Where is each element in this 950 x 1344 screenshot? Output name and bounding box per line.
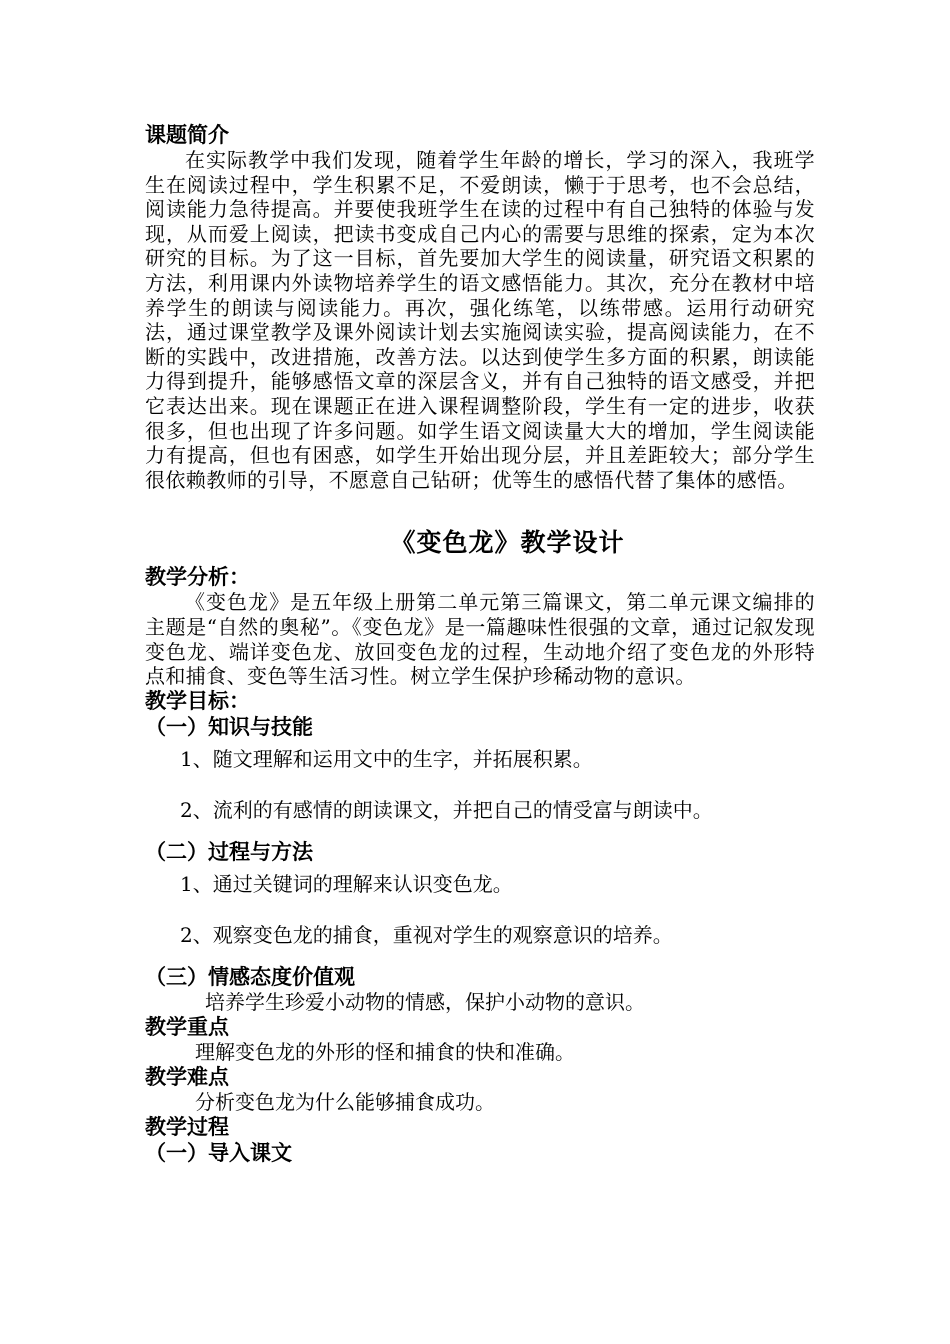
process-step-1: （一）导入课文 bbox=[145, 1140, 292, 1165]
intro-heading: 课题简介 bbox=[145, 123, 229, 147]
difficulty-heading: 教学难点 bbox=[145, 1064, 229, 1089]
process-heading: 教学过程 bbox=[145, 1114, 229, 1139]
goal2-heading: （二）过程与方法 bbox=[145, 839, 313, 864]
goals-heading: 教学目标： bbox=[145, 688, 250, 713]
key-heading: 教学重点 bbox=[145, 1014, 229, 1039]
analysis-paragraph: 《变色龙》是五年级上册第二单元第三篇课文，第二单元课文编排的主题是“自然的奥秘”。《变色龙》是一篇趣味性很强的文章，通过记叙发现变色龙、端详变色龙、放回变色龙的过程，生动地介绍了变色龙的外形特点和捕食、变色等生活习性。树立学生保护珍稀动物的意识。 bbox=[145, 590, 815, 689]
goal2-item-2: 2、观察变色龙的捕食，重视对学生的观察意识的培养。 bbox=[180, 922, 673, 947]
goal2-item-1: 1、通过关键词的理解来认识变色龙。 bbox=[180, 871, 513, 896]
goal1-item-1: 1、随文理解和运用文中的生字，并拓展积累。 bbox=[180, 746, 593, 771]
key-text: 理解变色龙的外形的怪和捕食的快和准确。 bbox=[195, 1039, 575, 1064]
goal3-text: 培养学生珍爱小动物的情感，保护小动物的意识。 bbox=[205, 989, 645, 1014]
intro-paragraph: 在实际教学中我们发现，随着学生年龄的增长，学习的深入，我班学生在阅读过程中，学生积累不足，不爱朗读，懒于于思考，也不会总结，阅读能力急待提高。并要使我班学生在读的过程中有自己独特的体验与发现，从而爱上阅读，把读书变成自己内心的需要与思维的探索，定为本次研究的目标。为了这一目标，首先要加大学生的阅读量，研究语文积累的方法，利用课内外读物培养学生的语文感悟能力。其次，充分在教材中培养学生的朗读与阅读能力。再次，强化练笔，以练带感。运用行动研究法，通过课堂教学及课外阅读计划去实施阅读实验，提高阅读能力，在不断的实践中，改进措施，改善方法。以达到使学生多方面的积累，朗读能力得到提升，能够感悟文章的深层含义，并有自己独特的语文感受，并把它表达出来。现在课题正在进入课程调整阶段，学生有一定的进步，收获很多，但也出现了许多问题。如学生语文阅读量大大的增加，学生阅读能力有提高，但也有困惑，如学生开始出现分层，并且差距较大；部分学生很依赖教师的引导，不愿意自己钻研；优等生的感悟代替了集体的感悟。 bbox=[145, 148, 815, 492]
goal1-heading: （一）知识与技能 bbox=[145, 714, 313, 739]
goal3-heading: （三）情感态度价值观 bbox=[145, 964, 355, 989]
lesson-title: 《变色龙》教学设计 bbox=[390, 528, 625, 558]
document-page bbox=[145, 123, 815, 1166]
difficulty-text: 分析变色龙为什么能够捕食成功。 bbox=[195, 1089, 495, 1114]
analysis-heading: 教学分析： bbox=[145, 565, 250, 590]
goal1-item-2: 2、流利的有感情的朗读课文，并把自己的情受富与朗读中。 bbox=[180, 797, 713, 822]
